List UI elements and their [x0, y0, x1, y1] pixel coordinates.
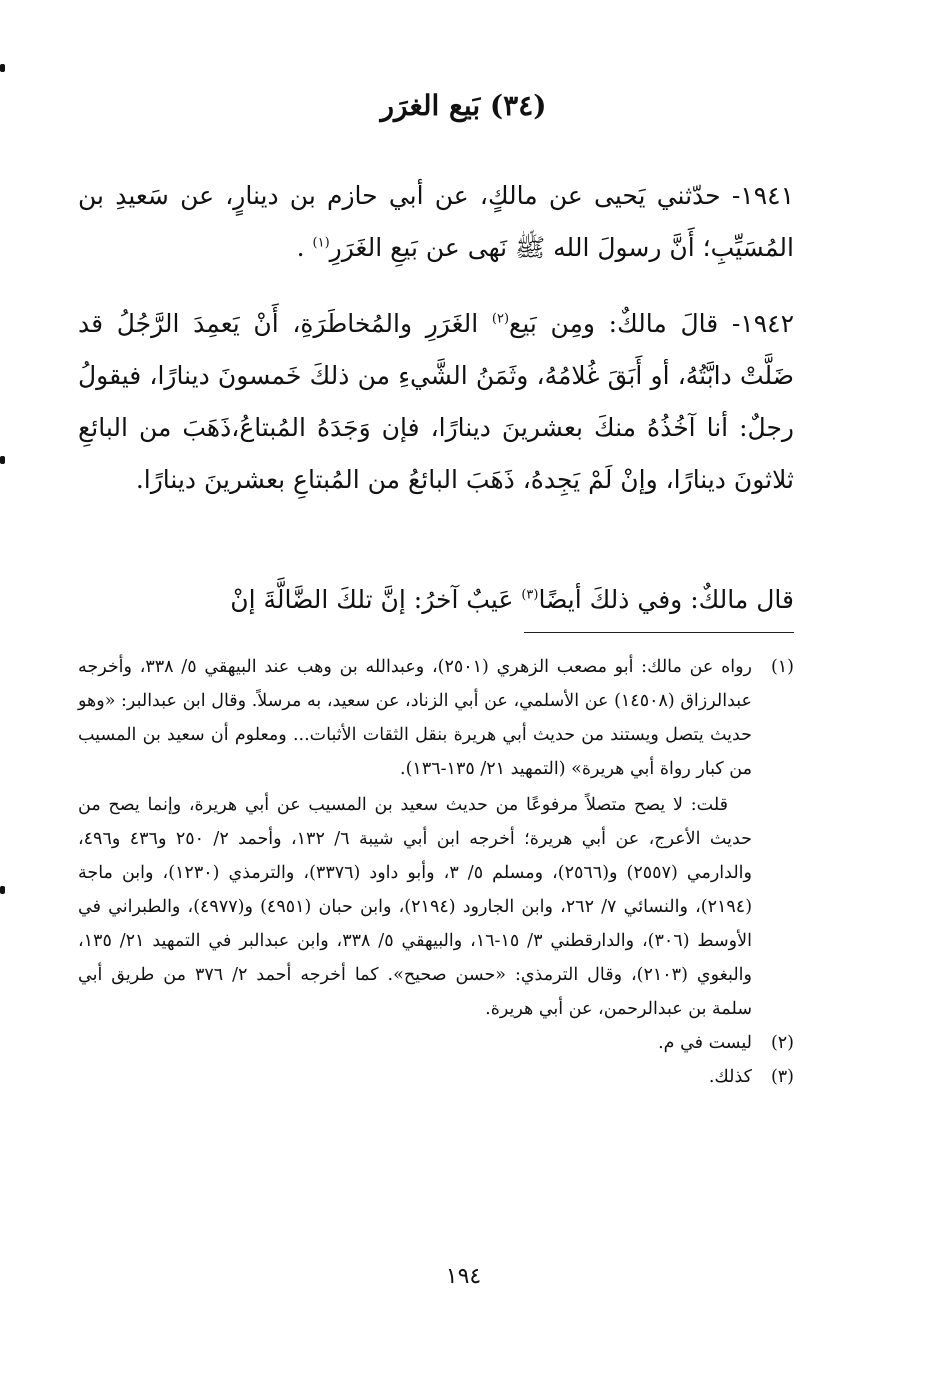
footnote-separator: [524, 632, 794, 633]
footnote-2: [78, 1026, 794, 1060]
paragraph-text-continued: عَيبٌ آخرُ: إنَّ تلكَ الضَّالَّةَ إنْ: [230, 585, 522, 614]
footnote-ref-3[interactable]: (٣): [521, 587, 539, 603]
footnote-ref-2[interactable]: (٢): [491, 311, 510, 327]
page-number: ١٩٤: [445, 1264, 482, 1289]
footnote-number: (٣): [770, 1067, 794, 1087]
paragraph-text-continued: الغَرَرِ والمُخاطَرَةِ، أَنْ يَعمِدَ الرَّجُلُ قد ضَلَّتْ دابَّتُهُ، أو أَبَقَ غُلامُهُ، وثَمَنُ الشَّيءِ من ذلكَ خَمسونَ دينارًا، فيقولُ رجلٌ: أنا آخُذُهُ منكَ بعشرينَ دينارًا، فإن وَجَدَهُ المُبتاعُ،ذَهَبَ من البائعِ ثلاثونَ دينارًا، وإنْ لَمْ يَجِدهُ، ذَهَبَ البائعُ من المُبتاعِ بعشرينَ دينارًا.: [78, 309, 794, 494]
footnote-number: (١): [770, 657, 794, 677]
scan-edge-mark: [0, 456, 5, 464]
paragraph-end: .: [296, 233, 313, 262]
footnotes-section: [78, 650, 794, 1094]
footnote-text: ليست في م.: [658, 1033, 752, 1053]
footnote-1: [78, 650, 794, 786]
footnote-number: (٢): [770, 1033, 794, 1053]
malik-paragraph: [78, 574, 794, 626]
footnote-1-continuation: قلت: لا يصح متصلاً مرفوعًا من حديث سعيد بن المسيب عن أبي هريرة، وإنما يصح من حديث الأعرج، عن أبي هريرة؛ أخرجه ابن أبي شيبة ٦/ ١٣٢، وأحمد ٢/ ٢٥٠ و٤٣٦ و٤٩٦، والدارمي (٢٥٥٧) و(٢٥٦٦)، ومسلم ٥/ ٣، وأبو داود (٣٣٧٦)، والترمذي (١٢٣٠)، وابن ماجة (٢١٩٤)، والنسائي ٧/ ٢٦٢، وابن الجارود (٢١٩٤)، وابن حبان (٤٩٥١) و(٤٩٧٧)، والطبراني في الأوسط (٣٠٦)، والدارقطني ٣/ ١٥-١٦، والبيهقي ٥/ ٣٣٨، وابن عبدالبر في التمهيد ٢١/ ١٣٥، والبغوي (٢١٠٣)، وقال الترمذي: «حسن صحيح». كما أخرجه أحمد ٢/ ٣٧٦ من طريق أبي سلمة بن عبدالرحمن، عن أبي هريرة.: [78, 795, 753, 1019]
paragraph-text: قال مالكٌ: وفي ذلكَ أيضًا: [538, 585, 794, 614]
paragraph-text: ١٩٤١- حدّثني يَحيى عن مالكٍ، عن أبي حازم بن دينارٍ، عن سَعيدِ بن المُسَيِّبِ؛ أَنَّ رسولَ الله ﷺ نَهى عن بَيعِ الغَرَرِ: [78, 181, 794, 262]
footnote-text: رواه عن مالك: أبو مصعب الزهري (٢٥٠١)، وعبدالله بن وهب عند البيهقي ٥/ ٣٣٨، وأخرجه عبدالرزاق (١٤٥٠٨) عن الأسلمي، عن أبي الزناد، عن سعيد، به مرسلاً. وقال ابن عبدالبر: «وهو حديث يتصل ويستند من حديث أبي هريرة بنقل الثقات الأثبات... ومعلوم أن سعيد بن المسيب من كبار رواة أبي هريرة» (التمهيد ٢١/ ١٣٥-١٣٦).: [78, 657, 753, 779]
chapter-title: (٣٤) بَيع الغرَر: [380, 89, 547, 122]
footnote-text: كذلك.: [708, 1067, 752, 1087]
paragraph-text: ١٩٤٢- قالَ مالكٌ: ومِن بَيع: [509, 309, 794, 338]
footnote-3: [78, 1060, 794, 1094]
hadith-paragraph-1942: [78, 298, 794, 506]
footnote-ref-1[interactable]: (١): [312, 235, 330, 251]
hadith-paragraph-1941: [78, 170, 794, 274]
scan-edge-mark: [0, 886, 5, 894]
scan-edge-mark: [0, 64, 5, 72]
